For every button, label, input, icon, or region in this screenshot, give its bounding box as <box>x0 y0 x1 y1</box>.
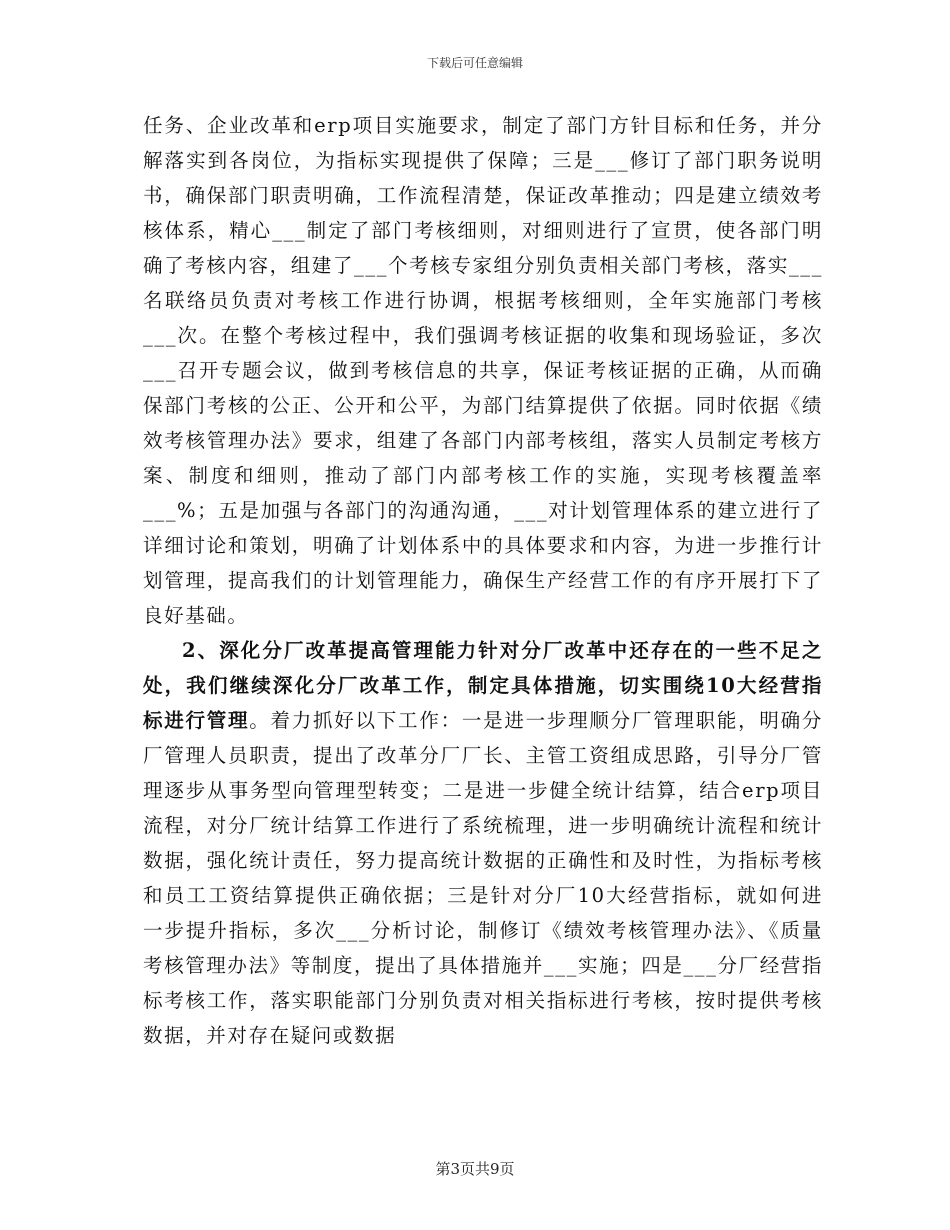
page-number: 第3页共9页 <box>435 1160 515 1178</box>
section-body-text: 。着力抓好以下工作：一是进一步理顺分厂管理职能，明确分厂管理人员职责，提出了改革分厂厂长、主管工资组成思路，引导分厂管理逐步从事务型向管理型转变；二是进一步健全统计结算，结合erp项目流程，对分厂统计结算工作进行了系统梳理，进一步明确统计流程和统计数据，强化统计责任，努力提高统计数据的正确性和及时性，为指标考核和员工工资结算提供正确依据；三是针对分厂10大经营指标，就如何进一步提升指标，多次___分析讨论，制修订《绩效考核管理办法》、《质量考核管理办法》等制度，提出了具体措施并___实施；四是___分厂经营指标考核工作，落实职能部门分别负责对相关指标进行考核，按时提供考核数据，并对存在疑问或数据 <box>143 709 824 1047</box>
document-body <box>143 108 823 1053</box>
section-heading-bold: 2、深化分厂改革提高管理能力针对分厂改革中还存在的一些不足之处，我们继续深化分厂改革工作，制定具体措施，切实围绕10大经营指标进行管理 <box>143 639 823 732</box>
page-header: 下载后可任意编辑 <box>426 56 523 70</box>
paragraph-section-2 <box>143 633 823 1053</box>
paragraph-continuation: 任务、企业改革和erp项目实施要求，制定了部门方针目标和任务，并分解落实到各岗位，为指标实现提供了保障；三是___修订了部门职务说明书，确保部门职责明确，工作流程清楚，保证改革推动；四是建立绩效考核体系，精心___制定了部门考核细则，对细则进行了宣贯，使各部门明确了考核内容，组建了___个考核专家组分别负责相关部门考核，落实___名联络员负责对考核工作进行协调，根据考核细则，全年实施部门考核___次。在整个考核过程中，我们强调考核证据的收集和现场验证，多次___召开专题会议，做到考核信息的共享，保证考核证据的正确，从而确保部门考核的公正、公开和公平，为部门结算提供了依据。同时依据《绩效考核管理办法》要求，组建了各部门内部考核组，落实人员制定考核方案、制度和细则，推动了部门内部考核工作的实施，实现考核覆盖率___%；五是加强与各部门的沟通沟通，___对计划管理体系的建立进行了详细讨论和策划，明确了计划体系中的具体要求和内容，为进一步推行计划管理，提高我们的计划管理能力，确保生产经营工作的有序开展打下了良好基础。 <box>143 114 824 627</box>
